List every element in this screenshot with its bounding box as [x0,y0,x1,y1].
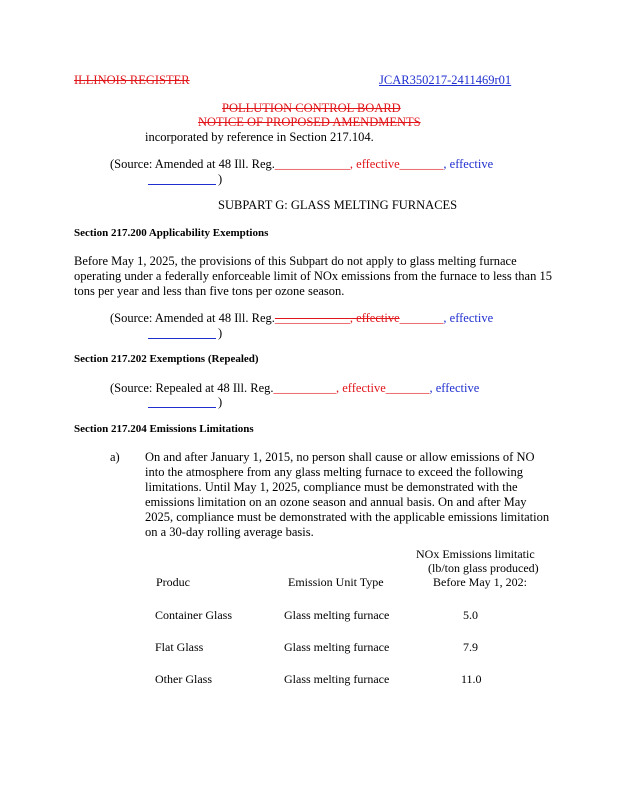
paragraph-line: on a 30-day rolling average basis. [145,525,314,539]
table-header: Produc [156,575,190,589]
source-close: ) [218,172,223,186]
table-cell: Glass melting furnace [284,640,390,654]
source-blank: ____________ [274,311,350,325]
source-effective: , effective [443,311,494,325]
table-header: NOx Emissions limitatic [416,547,535,561]
source-repealed [110,381,479,396]
source-effective: , effective [336,381,386,395]
paragraph [145,450,549,540]
jcar-code: JCAR350217-2411469r01 [379,73,512,87]
section-heading: Section 217.204 Emissions Limitations [74,423,254,435]
table-header: (lb/ton glass produced) [428,561,539,575]
source-prefix: (Source: Amended at 48 Ill. Reg. [110,157,275,171]
source-effective: , effective [443,157,494,171]
table-cell: 5.0 [463,608,478,622]
source-blank: _______ [385,381,430,395]
paragraph-line: limitations. Until May 1, 2025, compliance must be demonstrated with the [145,480,518,494]
table-header: Emission Unit Type [288,575,384,589]
source-blank: _______ [399,311,444,325]
paragraph-line: into the atmosphere from any glass melting furnace to exceed the following [145,465,524,479]
table-cell: 7.9 [463,640,478,654]
underline [148,184,216,185]
source-blank: _______ [399,157,444,171]
table-header: Before May 1, 202: [433,575,527,589]
source-close: ) [218,395,223,409]
source-amended [110,157,493,172]
paragraph-line: tons per year and less than five tons per ozone season. [74,284,345,298]
table-cell: Glass melting furnace [284,608,390,622]
section-heading: Section 217.202 Exemptions (Repealed) [74,353,259,365]
table-cell: Glass melting furnace [284,672,390,686]
table-cell: 11.0 [461,672,482,686]
underline [148,407,216,408]
subpart-title: SUBPART G: GLASS MELTING FURNACES [218,198,458,212]
paragraph-line: On and after January 1, 2015, no person shall cause or allow emissions of NO [145,450,535,464]
source-effective: , effective [429,381,480,395]
paragraph-line: emissions limitation on an ozone season and annual basis. On and after May [145,495,527,509]
source-prefix: (Source: Amended at 48 Ill. Reg. [110,311,275,325]
paragraph-line: 2025, compliance must be demonstrated with the applicable emissions limitation [145,510,550,524]
register-title: ILLINOIS REGISTER [74,73,190,87]
table-cell: Flat Glass [155,640,204,654]
source-close: ) [218,326,223,340]
notice-title: NOTICE OF PROPOSED AMENDMENTS [198,115,421,129]
table-cell: Other Glass [155,672,212,686]
paragraph-line: operating under a federally enforceable limit of NOx emissions from the furnace to less than 15 [74,269,552,283]
source-effective: , effective [349,311,400,325]
source-blank: ____________ [274,157,350,171]
paragraph [74,254,552,299]
incorporated-line: incorporated by reference in Section 217.104. [145,130,374,144]
source-effective: , effective [349,157,400,171]
section-heading: Section 217.200 Applicability Exemptions [74,227,269,239]
table-cell: Container Glass [155,608,232,622]
source-blank: __________ [273,381,336,395]
underline [148,338,216,339]
paragraph-line: Before May 1, 2025, the provisions of this Subpart do not apply to glass melting furnace [74,254,517,268]
source-prefix: (Source: Repealed at 48 Ill. Reg. [110,381,274,395]
source-amended [110,311,493,326]
item-label: a) [110,450,120,464]
agency-name: POLLUTION CONTROL BOARD [222,101,401,115]
